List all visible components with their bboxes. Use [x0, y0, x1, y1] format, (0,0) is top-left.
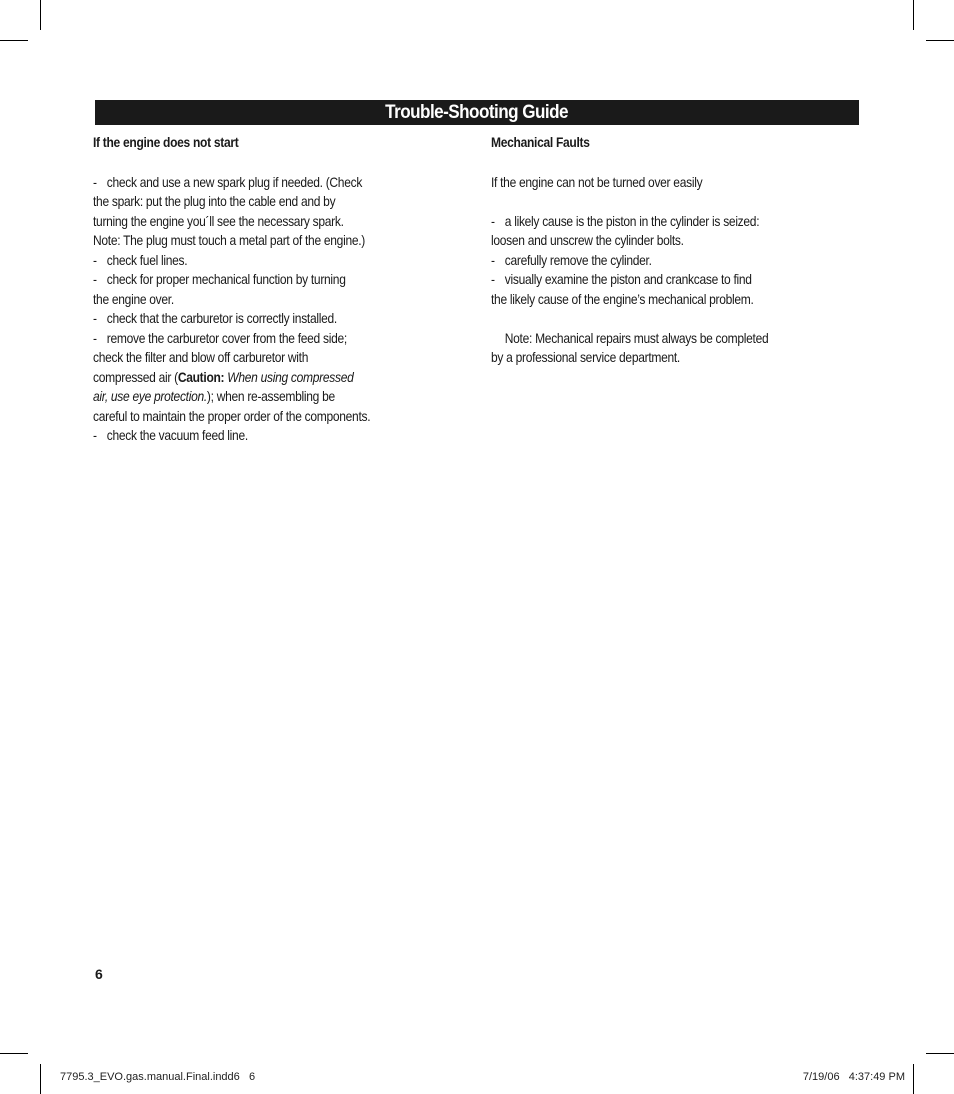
- section-title: Trouble-Shooting Guide: [385, 102, 569, 123]
- list-item-continued: careful to maintain the proper order of the components.: [93, 407, 371, 424]
- crop-mark-bottom-left-horizontal: [0, 1053, 28, 1054]
- list-item-continued: loosen and unscrew the cylinder bolts.: [491, 232, 684, 248]
- list-item: - check that the carburetor is correctly installed.: [93, 310, 337, 326]
- list-item-continued: air, use eye protection.); when re-assembling be: [93, 388, 335, 404]
- list-item: - check and use a new spark plug if needed. (Check: [93, 173, 363, 190]
- list-item: - check fuel lines.: [93, 251, 188, 268]
- list-item-continued: Note: The plug must touch a metal part of the engine.): [93, 232, 365, 248]
- list-item: - check for proper mechanical function by turning: [93, 271, 346, 287]
- list-item-continued: check the filter and blow off carburetor with: [93, 349, 309, 365]
- crop-mark-top-left-vertical: [40, 0, 41, 30]
- section-title-banner: [95, 100, 859, 125]
- list-item-continued: the spark: put the plug into the cable end and by: [93, 193, 336, 209]
- list-item-continued: the engine over.: [93, 290, 174, 307]
- column-engine-does-not-start: [93, 132, 403, 446]
- crop-mark-top-right-vertical: [913, 0, 914, 30]
- column-mechanical-faults: [491, 132, 811, 368]
- list-item: - remove the carburetor cover from the feed side;: [93, 329, 347, 346]
- crop-mark-bottom-right-horizontal: [926, 1053, 954, 1054]
- list-item-continued: compressed air (Caution: When using compressed: [93, 368, 354, 385]
- crop-mark-bottom-right-vertical: [913, 1064, 914, 1094]
- list-item-continued: turning the engine you´ll see the necessary spark.: [93, 212, 344, 229]
- crop-mark-bottom-left-vertical: [40, 1064, 41, 1094]
- note-line: by a professional service department.: [491, 349, 680, 365]
- print-slug-timestamp: 7/19/06 4:37:49 PM: [802, 1071, 905, 1083]
- print-slug-filename: 7795.3_EVO.gas.manual.Final.indd6 6: [60, 1071, 256, 1083]
- list-item: - carefully remove the cylinder.: [491, 251, 652, 268]
- list-item: - visually examine the piston and crankcase to find: [491, 271, 752, 287]
- left-heading: If the engine does not start: [93, 134, 239, 150]
- right-heading: Mechanical Faults: [491, 134, 590, 150]
- right-intro: If the engine can not be turned over easily: [491, 173, 703, 190]
- list-item-continued: the likely cause of the engine’s mechanical problem.: [491, 290, 754, 307]
- crop-mark-top-right-horizontal: [926, 40, 954, 41]
- caution-label: Caution:: [177, 368, 225, 385]
- list-item: - a likely cause is the piston in the cylinder is seized:: [491, 212, 760, 229]
- note-line: Note: Mechanical repairs must always be completed: [504, 329, 769, 346]
- list-item: - check the vacuum feed line.: [93, 427, 248, 443]
- page-number: 6: [95, 966, 103, 982]
- crop-mark-top-left-horizontal: [0, 40, 28, 41]
